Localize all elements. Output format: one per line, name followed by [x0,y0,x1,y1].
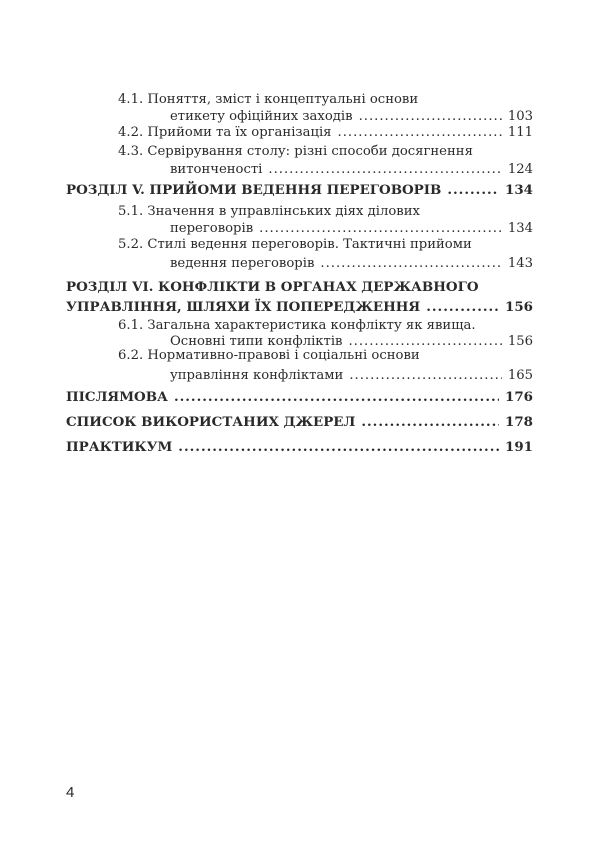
leader-dots [426,297,499,317]
toc-entry-5-2-cont: ведення переговорів ..... 143 [170,254,533,274]
leader-dots [174,387,499,407]
leader-dots [447,180,499,200]
toc-entry-5-1-cont: переговорів ..... 134 [170,219,533,239]
toc-entry-6-2: 6.2. Нормативно-правові і соціальні основи [118,348,420,363]
leader-dots [268,160,501,180]
page-ref: 165 [507,368,533,383]
toc-chapter-6-cont: УПРАВЛІННЯ, ШЛЯХИ ЇХ ПОПЕРЕДЖЕННЯ ..... 156 [66,297,533,317]
page-ref: 176 [505,389,533,405]
page-ref: 156 [505,299,533,315]
toc-entry-6-1: 6.1. Загальна характеристика конфлікту як явища. [118,318,476,333]
page-ref: 178 [505,414,533,430]
toc-entry-4-2: 4.2. Прийоми та їх організація ..... 111 [118,123,533,143]
toc-entry-4-1: 4.1. Поняття, зміст і концептуальні основи [118,92,419,107]
page-ref: 111 [507,125,533,140]
toc-entry-4-3-cont: витонченості ..... 124 [170,160,533,180]
page-ref: 143 [507,256,533,271]
toc-references: СПИСОК ВИКОРИСТАНИХ ДЖЕРЕЛ ..... 178 [66,412,533,432]
toc-chapter-5: РОЗДІЛ V. ПРИЙОМИ ВЕДЕННЯ ПЕРЕГОВОРІВ ..... 134 [66,180,533,200]
page-number: 4 [66,784,75,801]
toc-chapter-6: РОЗДІЛ VI. КОНФЛІКТИ В ОРГАНАХ ДЕРЖАВНОГО [66,279,479,295]
leader-dots [320,254,501,274]
page-ref: 103 [507,109,533,124]
page-ref: 191 [505,439,533,455]
leader-dots [361,412,499,432]
page-ref: 124 [507,162,533,177]
toc-entry-6-2-cont: управління конфліктами ..... 165 [170,366,533,386]
toc-entry-4-1-cont: етикету офіційних заходів ..... 103 [170,107,533,127]
toc-entry-6-1-cont: Основні типи конфліктів ..... 156 [170,332,533,352]
leader-dots [338,123,502,143]
leader-dots [178,437,499,457]
page-ref: 156 [507,334,533,349]
page-ref: 134 [505,182,533,198]
page-ref: 134 [507,221,533,236]
toc-entry-5-1: 5.1. Значення в управлінських діях ділових [118,204,420,219]
toc-afterword: ПІСЛЯМОВА ..... 176 [66,387,533,407]
leader-dots [349,366,502,386]
toc-entry-4-3: 4.3. Сервірування столу: різні способи досягнення [118,144,473,159]
toc-entry-5-2: 5.2. Стилі ведення переговорів. Тактичні прийоми [118,237,472,252]
toc-practicum: ПРАКТИКУМ ..... 191 [66,437,533,457]
